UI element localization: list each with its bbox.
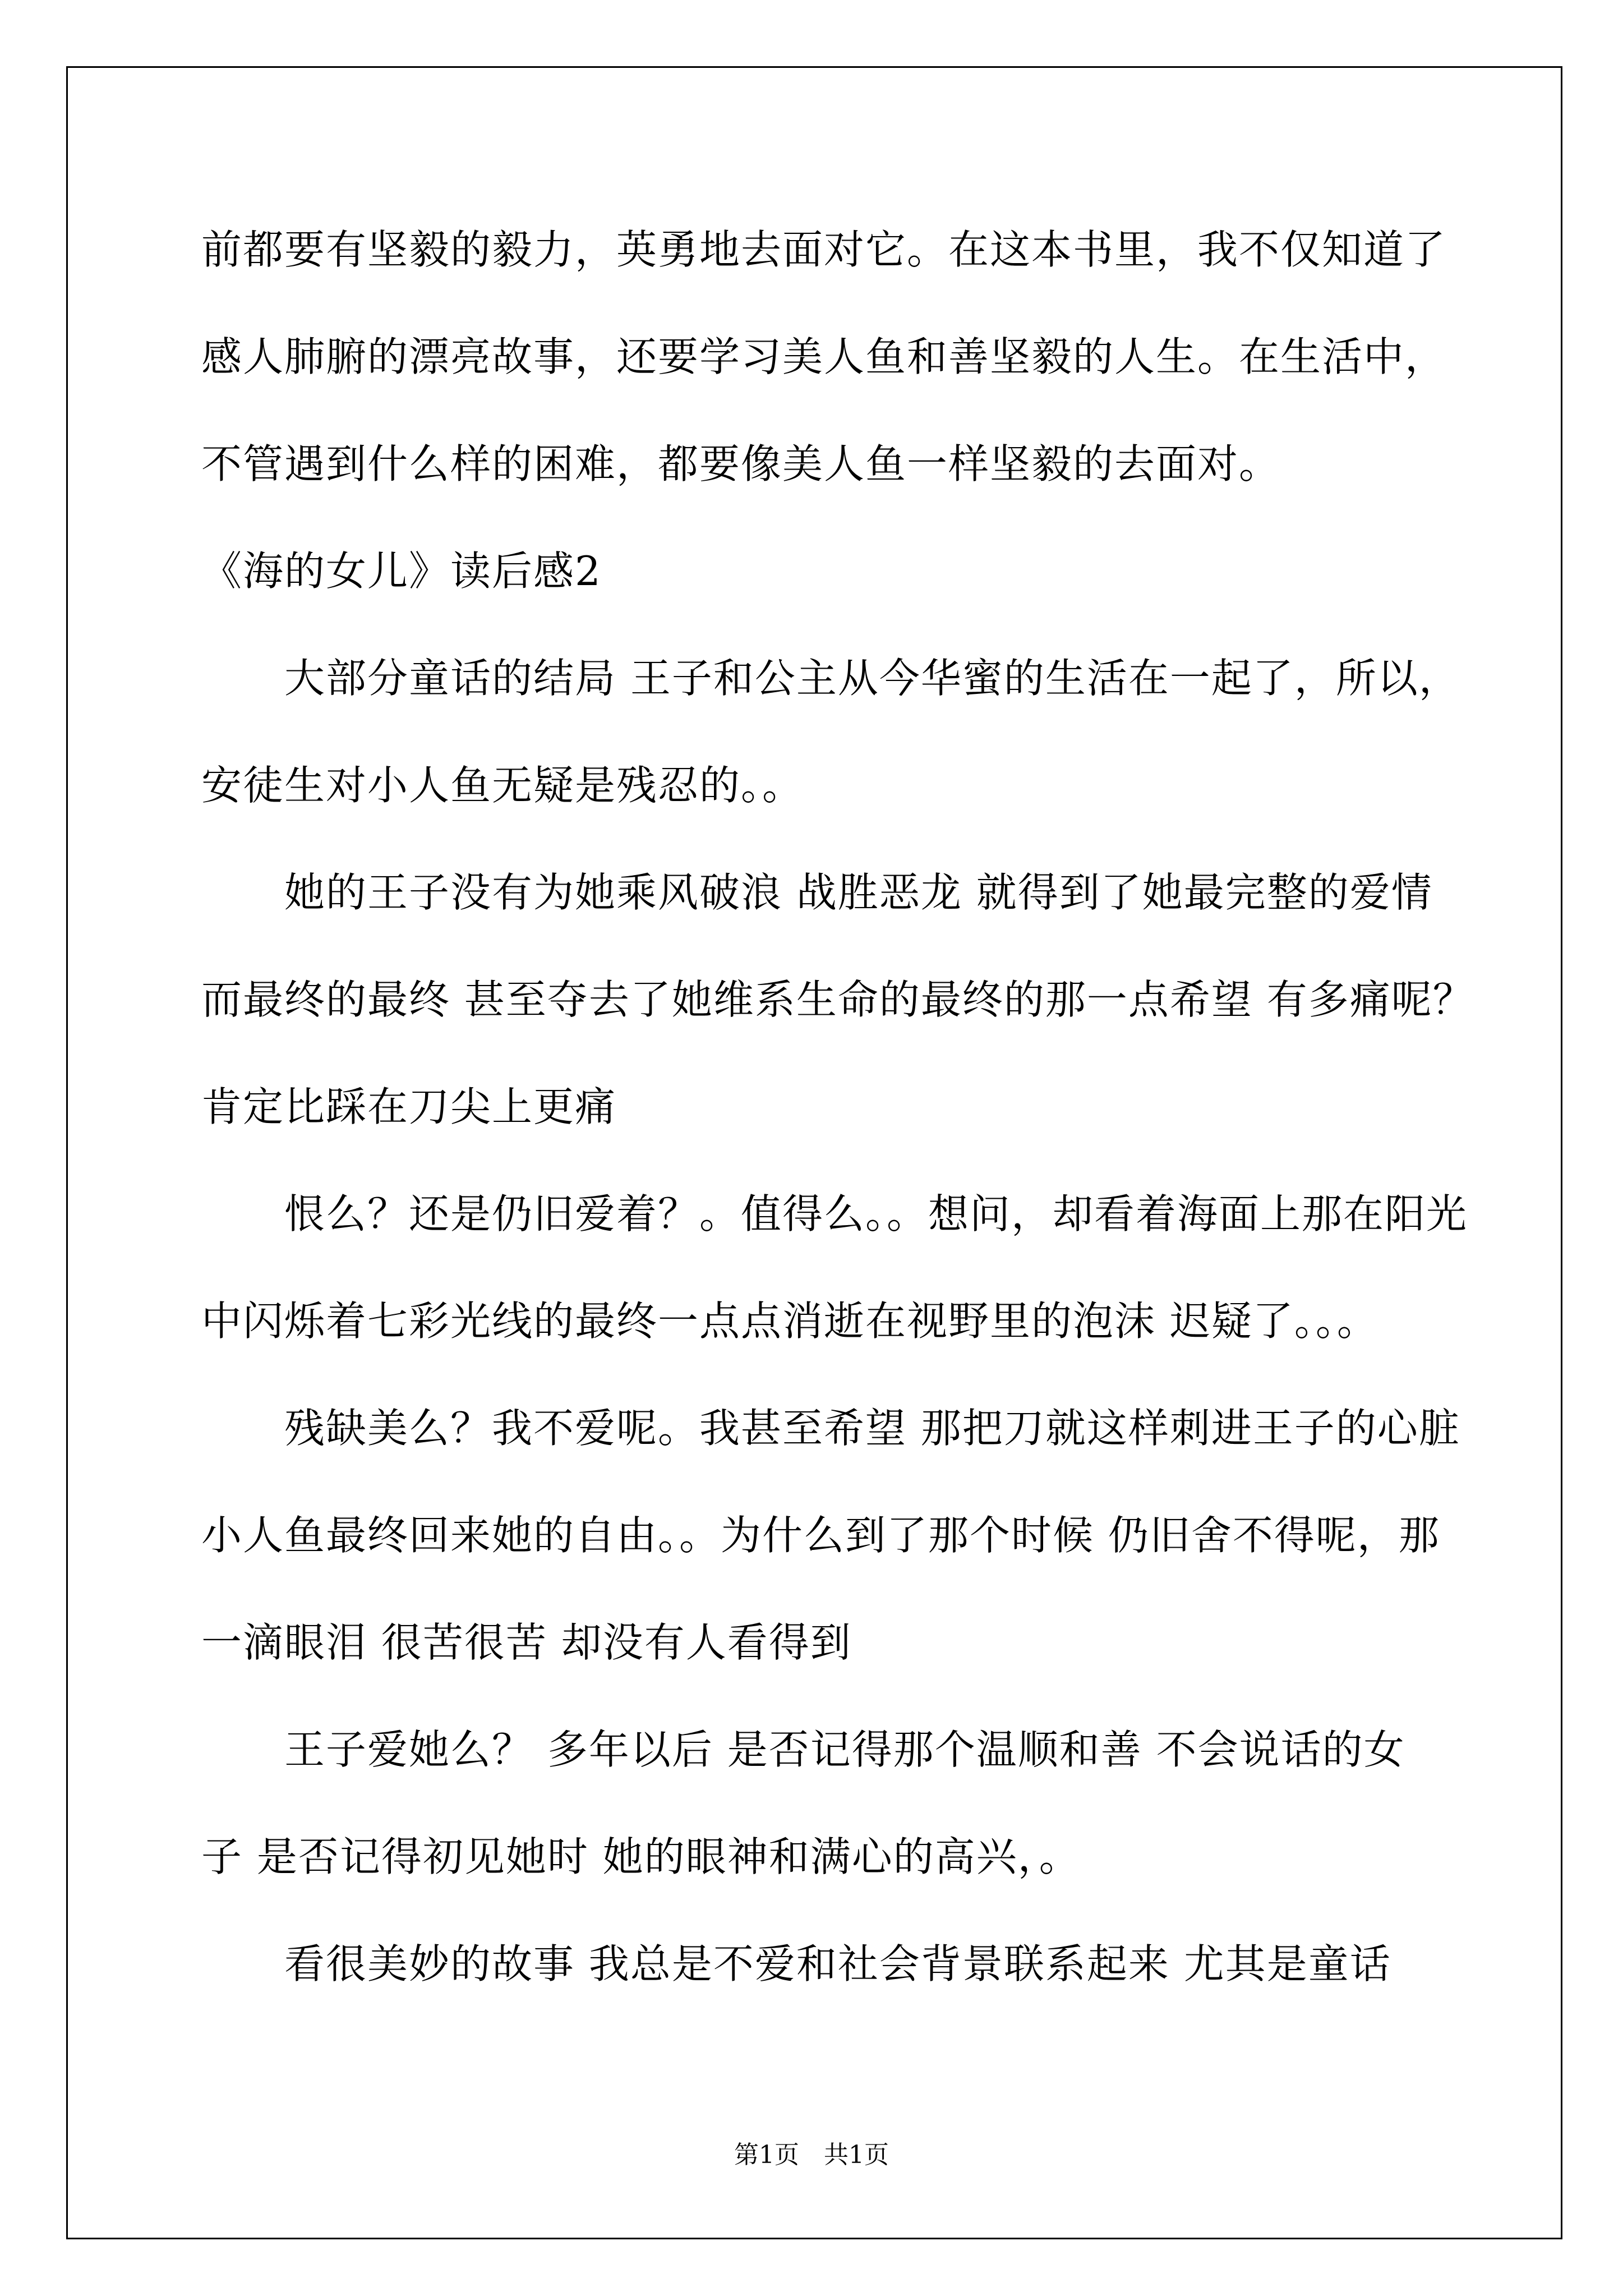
paragraph-line: 感人肺腑的漂亮故事，还要学习美人鱼和善坚毅的人生。在生活中， xyxy=(201,333,1447,380)
paragraph-line: 小人鱼最终回来她的自由。。为什么到了那个时候 仍旧舍不得呢，那 xyxy=(201,1512,1440,1559)
paragraph-line: 王子爱她么？ 多年以后 是否记得那个温顺和善 不会说话的女 xyxy=(284,1726,1405,1773)
document-body xyxy=(201,196,1536,2018)
paragraph-line: 她的王子没有为她乘风破浪 战胜恶龙 就得到了她最完整的爱情 xyxy=(284,869,1433,916)
paragraph-line: 不管遇到什么样的困难，都要像美人鱼一样坚毅的去面对。 xyxy=(201,440,1281,487)
paragraph xyxy=(201,839,1536,1161)
paragraph-line: 前都要有坚毅的毅力，英勇地去面对它。在这本书里，我不仅知道了 xyxy=(201,226,1447,273)
paragraph-line: 子 是否记得初见她时 她的眼神和满心的高兴，。 xyxy=(201,1833,1081,1880)
paragraph-line: 一滴眼泪 很苦很苦 却没有人看得到 xyxy=(201,1619,852,1666)
paragraph-line: 肯定比踩在刀尖上更痛 xyxy=(201,1083,617,1130)
page-number-footer: 第1页 共1页 xyxy=(734,2141,889,2169)
paragraph-line: 安徒生对小人鱼无疑是残忍的。。 xyxy=(201,762,804,809)
paragraph-line: 残缺美么？我不爱呢。我甚至希望 那把刀就这样刺进王子的心脏 xyxy=(284,1405,1460,1452)
paragraph-line: 恨么？还是仍旧爱着？。值得么。。想问，却看着海面上那在阳光 xyxy=(284,1190,1468,1237)
paragraph xyxy=(201,625,1536,839)
paragraph xyxy=(201,1696,1536,1911)
paragraph-line: 大部分童话的结局 王子和公主从今华蜜的生活在一起了，所以， xyxy=(284,655,1460,702)
paragraph xyxy=(201,1161,1536,1375)
paragraph-line: 看很美妙的故事 我总是不爱和社会背景联系起来 尤其是童话 xyxy=(284,1940,1391,1987)
paragraph xyxy=(201,1911,1536,2018)
continuation-paragraph xyxy=(201,196,1536,518)
paragraph xyxy=(201,1375,1536,1696)
paragraph-line: 中闪烁着七彩光线的最终一点点消逝在视野里的泡沫 迟疑了。。。 xyxy=(201,1297,1378,1345)
section-heading: 《海的女儿》读后感2 xyxy=(201,547,602,595)
paragraph-line: 而最终的最终 甚至夺去了她维系生命的最终的那一点希望 有多痛呢？ xyxy=(201,976,1474,1023)
